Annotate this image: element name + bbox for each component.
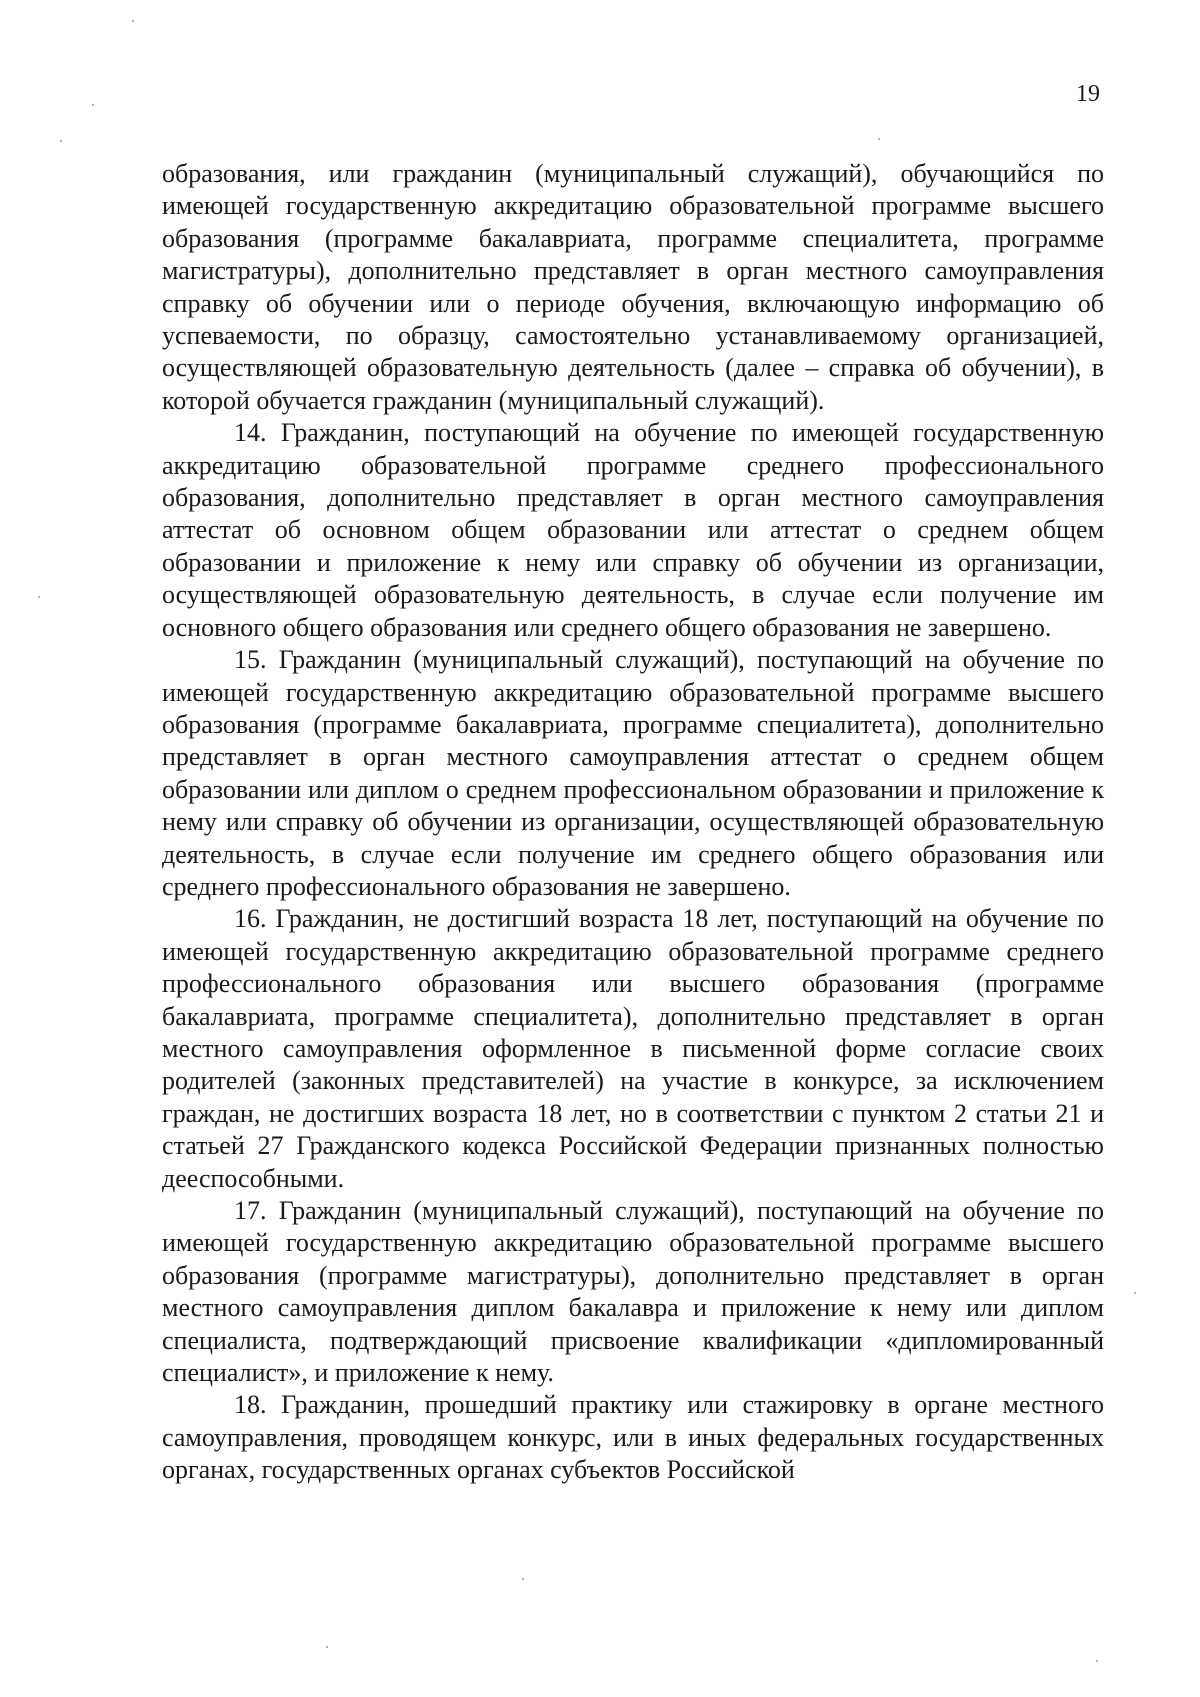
paragraph-17: 17. Гражданин (муниципальный служащий), поступающий на обучение по имеющей государственную аккредитацию образовательной программе высшего образования (программе магистратуры), дополнительно представляет в орган местного самоуправления диплом бакалавра и приложение к нему или диплом специалиста, подтверждающий присвоение квалификации «дипломированный специалист», и приложение к нему. — [162, 1196, 1104, 1388]
paragraph-18: 18. Гражданин, прошедший практику или стажировку в органе местного самоуправления, проводящем конкурс, или в иных федеральных государственных органах, государственных органах субъектов Российской — [162, 1390, 1104, 1485]
paragraph-15: 15. Гражданин (муниципальный служащий), поступающий на обучение по имеющей государственную аккредитацию образовательной программе высшего образования (программе бакалавриата, программе специалитета), дополнительно представляет в орган местного самоуправления аттестат о среднем общем образовании или диплом о среднем профессиональном образовании и приложение к нему или справку об обучении из организации, осуществляющей образовательную деятельность, в случае если получение им среднего общего образования или среднего профессионального образования не завершено. — [162, 645, 1104, 901]
scan-speck — [1096, 1660, 1098, 1662]
scan-speck — [92, 104, 94, 106]
scan-speck — [878, 138, 880, 140]
scan-speck — [132, 20, 134, 22]
paragraph-16: 16. Гражданин, не достигший возраста 18 лет, поступающий на обучение по имеющей государственную аккредитацию образовательной программе среднего профессионального образования или высшего образования (программе бакалавриата, программе специалитета), дополнительно представляет в орган местного самоуправления оформленное в письменной форме согласие своих родителей (законных представителей) на участие в конкурсе, за исключением граждан, не достигших возраста 18 лет, но в соответствии с пунктом 2 статьи 21 и статьей 27 Гражданского кодекса Российской Федерации признанных полностью дееспособными. — [162, 904, 1104, 1193]
paragraph-14: 14. Гражданин, поступающий на обучение по имеющей государственную аккредитацию образовательной программе среднего профессионального образования, дополнительно представляет в орган местного самоуправления аттестат об основном общем образовании или аттестат о среднем общем образовании и приложение к нему или справку об обучении из организации, осуществляющей образовательную деятельность, в случае если получение им основного общего образования или среднего общего образования не завершено. — [162, 418, 1104, 642]
document-body — [162, 158, 1104, 1487]
paragraph-13-continuation: образования, или гражданин (муниципальный служащий), обучающийся по имеющей государственную аккредитацию образовательной программе высшего образования (программе бакалавриата, программе специалитета, программе магистратуры), дополнительно представляет в орган местного самоуправления справку об обучении или о периоде обучения, включающую информацию об успеваемости, по образцу, самостоятельно устанавливаемому организацией, осуществляющей образовательную деятельность (далее – справка об обучении), в которой обучается гражданин (муниципальный служащий). — [162, 159, 1104, 415]
scan-speck — [38, 596, 40, 598]
scan-speck — [60, 140, 62, 142]
scan-speck — [326, 1646, 328, 1648]
scan-speck — [1134, 1292, 1136, 1294]
page-number: 19 — [1076, 81, 1100, 107]
scan-speck — [522, 1578, 524, 1580]
